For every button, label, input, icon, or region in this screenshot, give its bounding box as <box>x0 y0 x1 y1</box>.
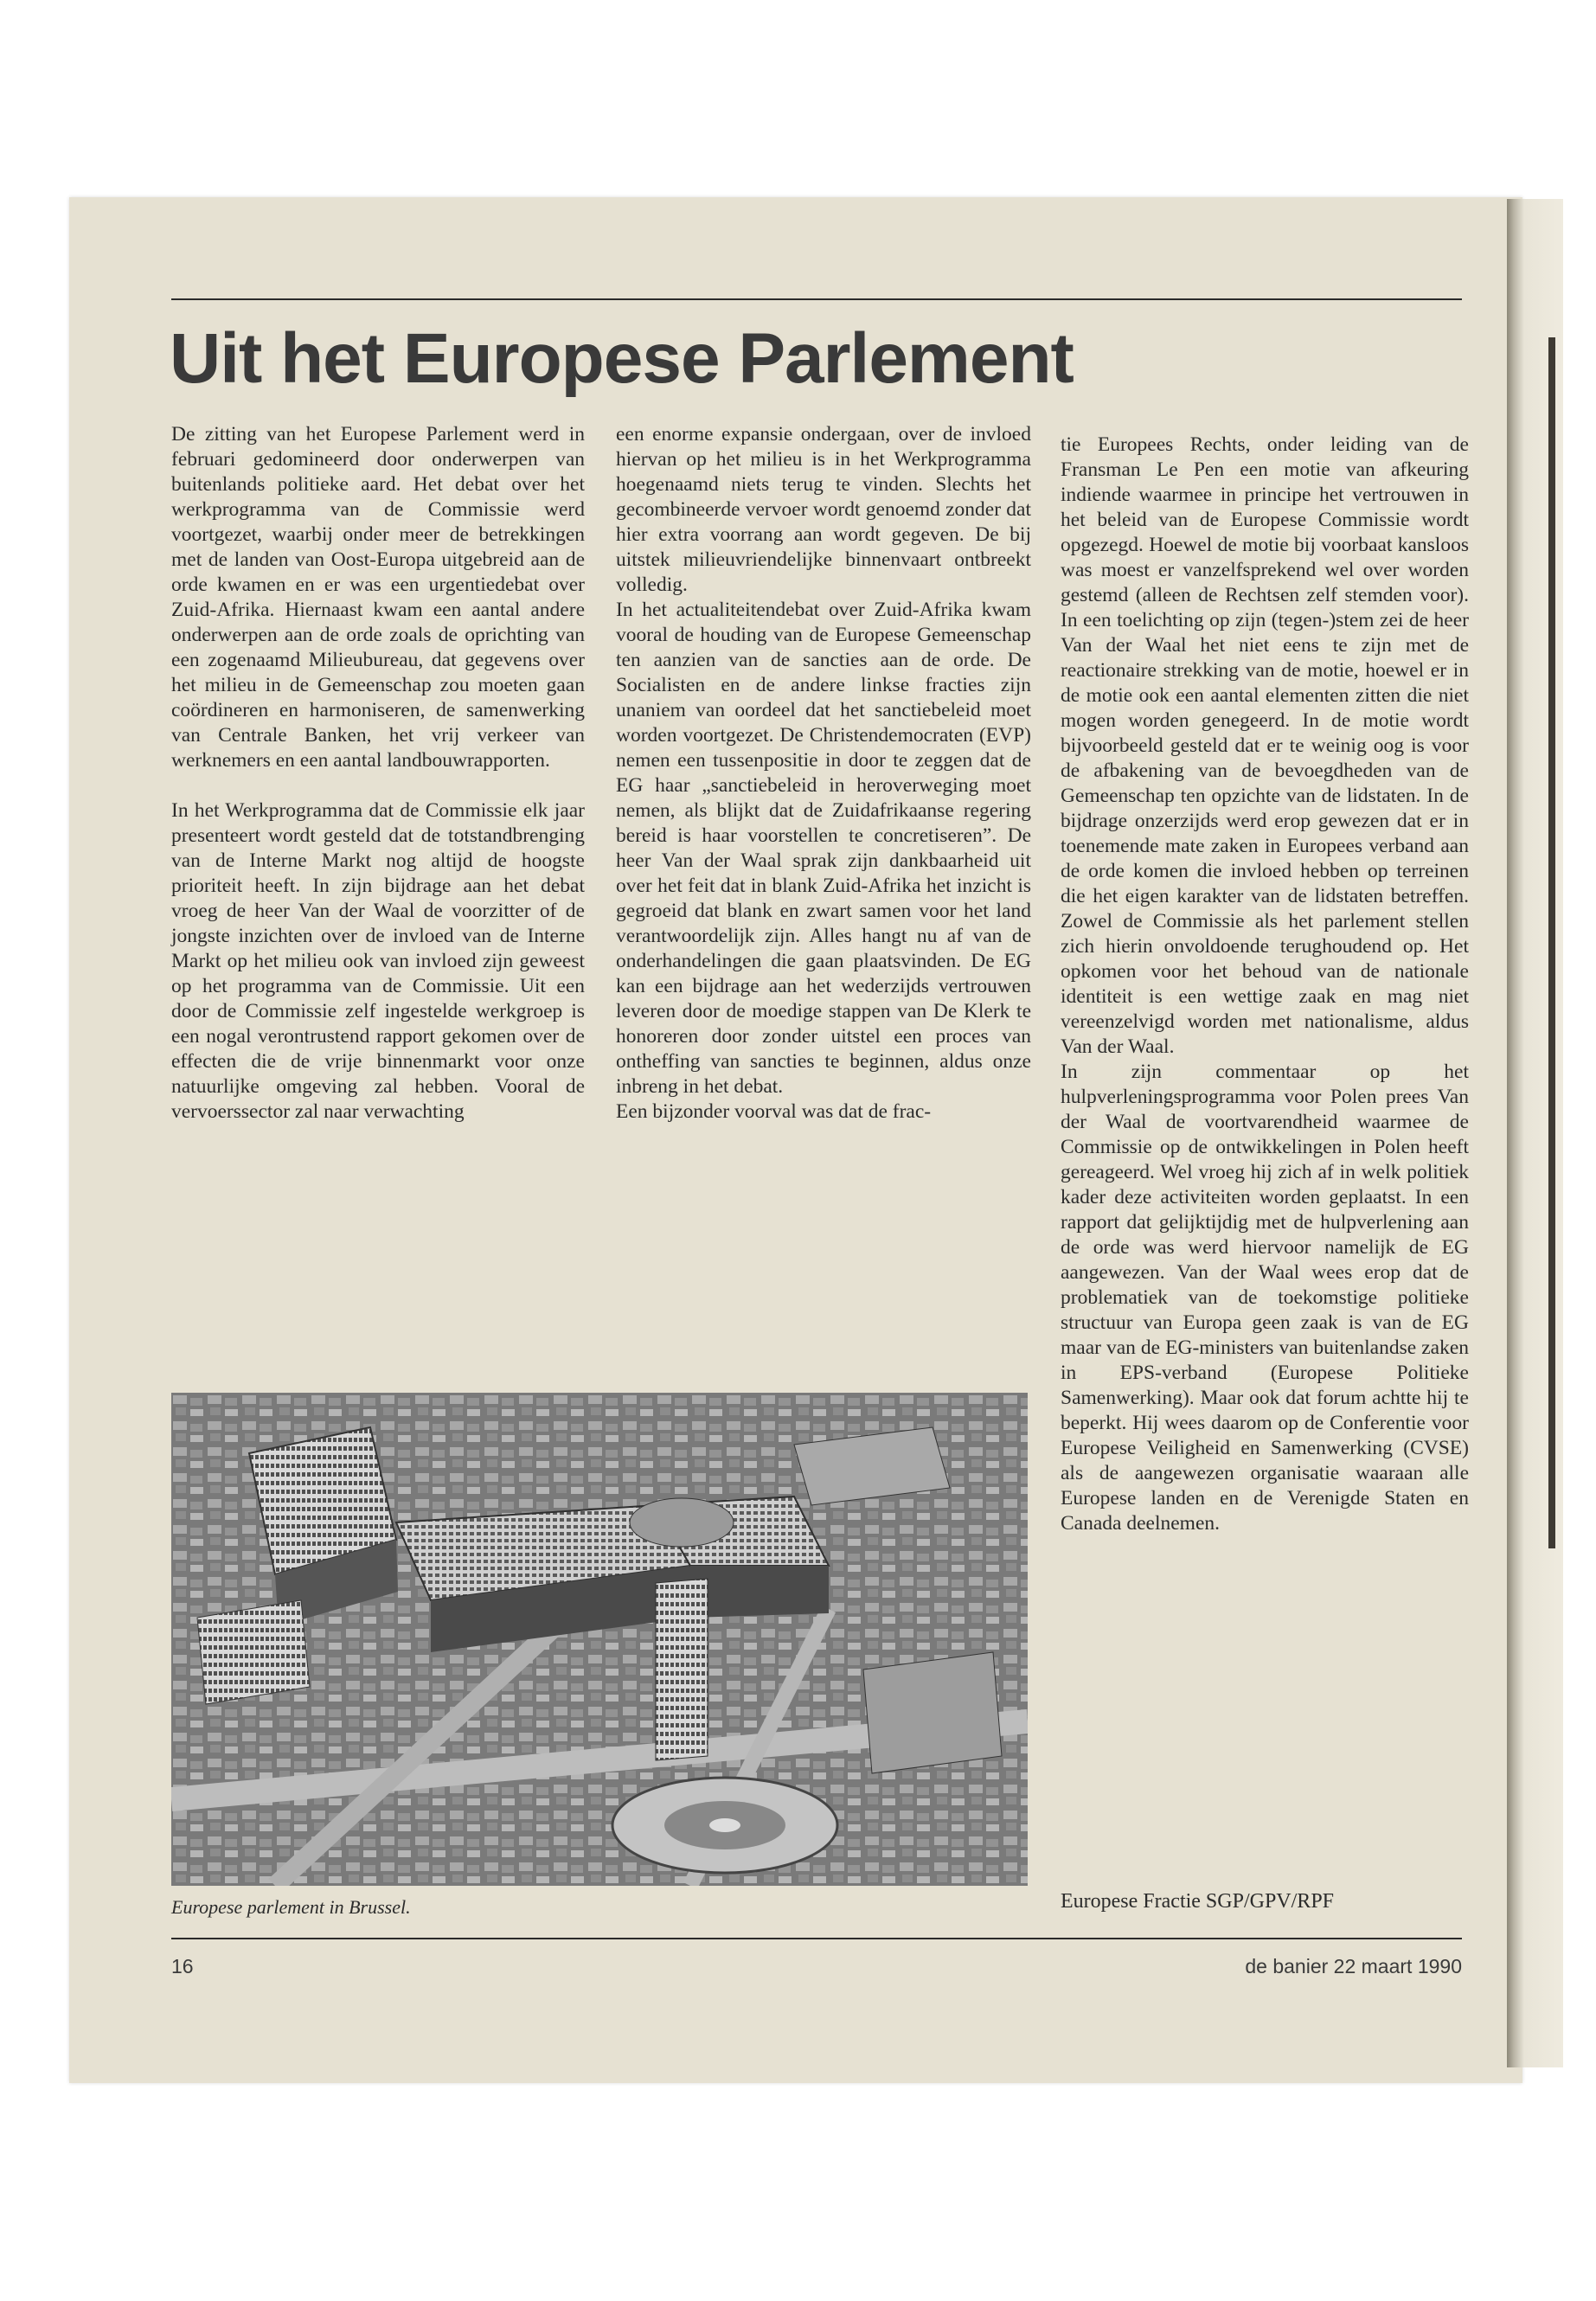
column-2-paragraph-3: Een bijzonder voorval was dat de frac- <box>616 1100 932 1123</box>
aerial-photo <box>171 1393 1028 1886</box>
aerial-photo-illustration <box>171 1393 1028 1886</box>
column-2-paragraph-1: een enorme expansie ondergaan, over de invloed hiervan op het milieu is in het Werkprogramma hoegenaamd niets terug te vinden. Slechts het gecombineerde vervoer wordt genoemd zonder dat hier extra voorrang aan wordt gegeven. De bij uitstek milieuvriendelijke binnenvaart ontbreekt volledig. <box>616 423 1031 596</box>
article-headline: Uit het Europese Parlement <box>170 319 1074 398</box>
article-column-1 <box>171 422 585 1125</box>
column-3-paragraph-1: tie Europees Rechts, onder leiding van de Fransman Le Pen een motie van afkeuring indiende waarmee in principe het vertrouwen in het beleid van de Europese Commissie wordt opgezegd. Hoewel de motie bij voorbaat kansloos was moest er vanzelfsprekend wel over worden gestemd (alleen de Rechtsen zelf stemden voor). In een toelichting op zijn (tegen-)stem zei de heer Van der Waal het niet eens te zijn met de reactionaire strekking van de motie, hoewel er in de motie ook een aantal elementen zitten die niet mogen worden genegeerd. In de motie wordt bijvoorbeeld gesteld dat er te weinig oog is voor de afbakening van de bevoegdheden van de Gemeenschap ten opzichte van de lidstaten. In de bijdrage onzerzijds werd erop gewezen dat er in toenemende mate zaken in Europees verband aan de orde komen die invloed hebben op terreinen die het eigen karakter van de lidstaten betreffen. Zowel de Commissie als het parlement stellen zich hierin onvoldoende terughoudend op. Het opkomen voor het behoud van de nationale identiteit is een wettige zaak en mag niet vereenzelvigd worden met nationalisme, aldus Van der Waal. <box>1061 433 1469 1058</box>
photo-caption: Europese parlement in Brussel. <box>171 1896 411 1918</box>
top-rule <box>171 298 1462 300</box>
article-column-3 <box>1061 433 1469 1536</box>
page-number: 16 <box>171 1955 194 1977</box>
publication-dateline: de banier 22 maart 1990 <box>1245 1955 1462 1977</box>
article-signature: Europese Fractie SGP/GPV/RPF <box>1061 1890 1335 1913</box>
bottom-rule <box>171 1938 1462 1939</box>
column-2-paragraph-2: In het actualiteitendebat over Zuid-Afrika kwam vooral de houding van de Europese Gemeenschap ten aanzien van de sancties aan de orde. De Socialisten en de andere linkse fracties zijn unaniem van oordeel dat het sanctiebeleid moet worden voortgezet. De Christendemocraten (EVP) nemen een tussenpositie in door te zeggen dat de EG haar „sanctiebeleid in heroverweging moet nemen, als blijkt dat de Zuidafrikaanse regering bereid is haar voorstellen te concretiseren”. De heer Van der Waal sprak zijn dankbaarheid uit over het feit dat in blank Zuid-Afrika het inzicht is gegroeid dat blank en zwart samen voor het land verantwoordelijk zijn. Alles hangt nu af van de onderhandelingen die gaan plaatsvinden. De EG kan een bijdrage aan het wederzijds vertrouwen leveren door de moedige stappen van De Klerk te honoreren door zonder uitstel een proces van ontheffing van sancties te beginnen, aldus onze inbreng in het debat. <box>616 599 1031 1098</box>
article-column-2 <box>616 422 1031 1125</box>
adjacent-page-rule <box>1548 337 1555 1548</box>
adjacent-page-edge <box>1507 199 1563 2067</box>
column-1-paragraph-1: De zitting van het Europese Parlement werd in februari gedomineerd door onderwerpen van buitenlands politieke aard. Het debat over het werkprogramma van de Commissie werd voortgezet, waarbij onder meer de betrekkingen met de landen van Oost-Europa uitgebreid aan de orde kwamen en er was een urgentiedebat over Zuid-Afrika. Hiernaast kwam een aantal andere onderwerpen aan de orde zoals de oprichting van een zogenaamd Milieubureau, dat gegevens over het milieu in de Gemeenschap zou moeten gaan coördineren en harmoniseren, de samenwerking van Centrale Banken, het vrij verkeer van werknemers en een aantal landbouwrapporten. <box>171 423 585 772</box>
column-3-paragraph-2: In zijn commentaar op het hulpverleningsprogramma voor Polen prees Van der Waal de voortvarendheid waarmee de Commissie op de ontwikkelingen in Polen heeft gereageerd. Wel vroeg hij zich af in welk politiek kader deze activiteiten worden geplaatst. In een rapport dat gelijktijdig met de hulpverlening aan de orde was werd hiervoor namelijk de EG aangewezen. Van der Waal wees erop dat de problematiek van de toekomstige politieke structuur van Europa geen zaak is van de EG maar van de EG-ministers van buitenlandse zaken in EPS-verband (Europese Politieke Samenwerking). Maar ook dat forum achtte hij te beperkt. Hij wees daarom op de Conferentie voor Europese Veiligheid en Samenwerking (CVSE) als de aangewezen organisatie waaraan alle Europese landen en de Verenigde Staten en Canada deelnemen. <box>1061 1061 1469 1535</box>
column-1-paragraph-2: In het Werkprogramma dat de Commissie elk jaar presenteert wordt gesteld dat de totstandbrenging van de Interne Markt nog altijd de hoogste prioriteit heeft. In zijn bijdrage aan het debat vroeg de heer Van der Waal de voorzitter of de jongste inzichten over de invloed van de Interne Markt op het milieu ook van invloed zijn geweest op het programma van de Commissie. Uit een door de Commissie zelf ingestelde werkgroep is een nogal verontrustend rapport gekomen over de effecten die de vrije binnenmarkt voor onze natuurlijke omgeving zal hebben. Vooral de vervoerssector zal naar verwachting <box>171 799 585 1123</box>
